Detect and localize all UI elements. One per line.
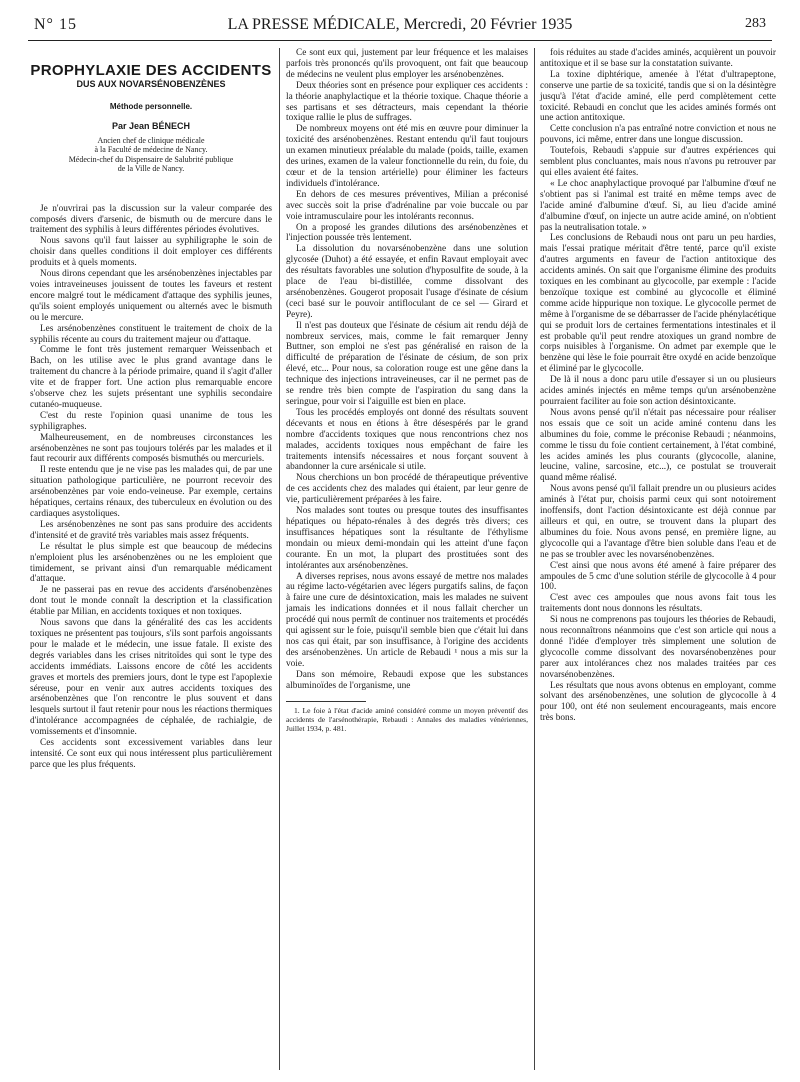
paragraph: Nos malades sont toutes ou presque toutes des insuffisantes hépatiques ou hépato-rénales à des degrés très divers; ces insuffisances hépatiques sont la résultante de l'éthylisme mondain ou mieux demi-mondain qui les atteint d'une façon courante. En un mot, la plupart des prostituées sont des intolérantes aux arsénobenzènes. [286,506,528,571]
paragraph: Ce sont eux qui, justement par leur fréquence et les malaises parfois très prononcés qu'ils provoquent, ont fait que beaucoup de médecins ne veulent plus employer les arsénobenzènes. [286,48,528,80]
affiliation-line: de la Ville de Nancy. [117,164,185,174]
author-byline: Par Jean BÉNECH [111,120,191,131]
paragraph: Je ne passerai pas en revue des accidents d'arsénobenzènes dont tout le monde connaît la description et la classification établie par Milian, en accidents toxiques et non toxiques. [30,585,272,618]
author-affiliation [30,136,272,174]
column-2-body [286,48,528,691]
paragraph: Les arsénobenzènes constituent le traitement de choix de la syphilis récente au cours du traitement majeur ou d'attaque. [30,323,272,345]
article-subtitle: DUS AUX NOVARSÉNOBENZÈNES [76,78,226,89]
paragraph: De là il nous a donc paru utile d'essayer si un ou plusieurs acides aminés injectés en même temps qu'un arsénobenzène pourraient faciliter au foie son action désintoxicante. [540,375,776,407]
article-title: PROPHYLAXIE DES ACCIDENTS [30,62,272,79]
paragraph: Nous dirons cependant que les arsénobenzènes injectables par voies intraveineuses jouissent de toutes les faveurs et restent encore malgré tout le médicament d'attaque des syphilis jeunes, qu'ils soient employés uniquement ou alternés avec le bismuth ou le mercure. [30,269,272,323]
paragraph: Comme le font très justement remarquer Weissenbach et Bach, on les utilise avec le plus grand avantage dans le traitement du chancre à la période primaire, quand il s'agit d'aller vite et de frapper fort. Une action plus remarquable encore s'observe chez les sujets présentant une syphilis secondaire cutanéo-muqueuse. [30,345,272,410]
paragraph: Nous savons qu'il faut laisser au syphiligraphe le soin de choisir dans quelles conditions il doit employer ces différents produits et à quels moments. [30,236,272,269]
paragraph: Tous les procédés employés ont donné des résultats souvent décevants et nous en étions à être désespérés par le grand nombre d'accidents toxiques que nous rencontrions chez nos malades, accidents toxiques nous empêchant de faire les traitements intensifs nécessaires et nous forçant souvent à abandonner la cure arsénicale si utile. [286,407,528,473]
paragraph: La dissolution du novarsénobenzène dans une solution glycosée (Duhot) a été essayée, et enfin Ravaut employait avec des résultats favorables une solution d'hyposulfite de soude, à la place de l'eau bi-distillée, comme dissolvant des arsénobenzènes. Gougerot proposait l'usage d'ésinate de césium (ceci basé sur le pouvoir antifloculant de ce sel — Girard et Peyre). [286,244,528,320]
affiliation-line: Ancien chef de clinique médicale [97,135,205,145]
paragraph: La toxine diphtérique, amenée à l'état d'ultrapeptone, conserve une partie de sa toxicité, tandis que si on la désintègre jusqu'à l'état d'acide aminé, elle perd complètement cette toxicité. Rebaudi en conclut que les acides aminés formés ont une action antitoxique. [540,69,776,124]
column-3-body [540,48,776,724]
paragraph: De nombreux moyens ont été mis en œuvre pour diminuer la toxicité des arsénobenzènes. Restant entendu qu'il faut toujours un examen minutieux préalable du malade (poids, taille, examen des urines, examen de la valeur fonctionnelle du rein, du foie, du cœur et de la tension artérielle) pour éliminer les facteurs individuels d'intolérance. [286,124,528,189]
paragraph: Il n'est pas douteux que l'ésinate de césium ait rendu déjà de nombreux services, mais, comme le fait remarquer Jenny Buttner, son emploi ne s'est pas généralisé en raison de la difficulté de préparation de l'ésinate de césium, de son prix élevé, etc... Pour nous, sa coloration rouge est une gêne dans la technique des injections intraveineuses, car il ne permet pas de se rendre très bien compte de l'aspiration du sang dans la seringue, pour voir si l'aiguille est bien en place. [286,320,528,407]
column-2 [286,48,528,733]
paragraph: Toutefois, Rebaudi s'appuie sur d'autres expériences qui semblent plus concluantes, mais nous n'avons pu retrouver par qui elles avaient été faites. [540,146,776,178]
paragraph: Malheureusement, en de nombreuses circonstances les arsénobenzènes ne sont pas toujours tolérés par les malades et il faut recourir aux différents composés bismuthés ou mercuriels. [30,432,272,465]
paragraph: Les arsénobenzènes ne sont pas sans produire des accidents d'intensité et de gravité très variables mais assez fréquents. [30,519,272,541]
issue-number: N° 15 [34,16,77,33]
journal-date: LA PRESSE MÉDICALE, Mercredi, 20 Février 1935 [227,16,573,33]
paragraph: Je n'ouvrirai pas la discussion sur la valeur comparée des composés divers d'arsenic, de bismuth ou de mercure dans le traitement des syphilis à leurs différentes périodes évolutives. [30,203,272,236]
paragraph: Les résultats que nous avons obtenus en employant, comme solvant des arsénobenzènes, une solution de glycocolle à 4 pour 100, ont été non seulement encourageants, mais encore très bons. [540,680,776,724]
paragraph: Nous cherchions un bon procédé de thérapeutique préventive de ces accidents chez des malades qui étaient, par leur genre de vie, particulièrement préparées à les faire. [286,473,528,506]
footnote-rule [286,701,366,702]
paragraph: Nous avons pensé qu'il n'était pas nécessaire pour réaliser nos essais que ce soit un acide aminé contenu dans les albumines du foie, comme le préconise Rebaudi ; néanmoins, comme le tissu du foie contient certainement, à l'état combiné, les acides aminés les plus courants (glycocolle, alanine, leucine, valine, sarcosine, etc...), ce postulat se trouverait quand même réalisé. [540,407,776,484]
paragraph: Les conclusions de Rebaudi nous ont paru un peu hardies, mais l'essai pratique méritait d'être tenté, parce qu'il existe d'autres arguments en faveur de l'action antitoxique des accidents aminés. On sait que l'organisme élimine des produits toxiques en les combinant au glycocolle, par exemple : l'acide benzoïque toxique est combiné au glycocolle et éliminé comme acide hippurique non toxique. Le glycocolle permet de même à l'organisme de se débarrasser de l'acide phénylacétique qui se produit lors de certaines fermentations intestinales et il est probable qu'il peut rendre atoxiques un grand nombre de corps nuisibles à l'organisme. On admet par exemple que le benzène qui lèse le foie pourrait être oxydé en acide benzoïque et éliminé par le glycocolle. [540,233,777,375]
paragraph: Nous avons pensé qu'il fallait prendre un ou plusieurs acides aminés à l'état pur, choisis parmi ceux qui sont notoirement inoffensifs, dont l'action désintoxicante est déjà connue par ailleurs et qui, en outre, se trouvent dans la plupart des albumines du foie. Nous avons pensé, en première ligne, au glycocolle qui a l'avantage d'être bien soluble dans l'eau et de ne pas se troubler avec les novarsénobenzènes. [540,484,776,560]
paragraph: Si nous ne comprenons pas toujours les théories de Rebaudi, nous reconnaîtrons néanmoins que c'est son article qui nous a donné l'idée d'employer très simplement une solution de glycocolle comme dissolvant des novarsénobenzènes pour parer aux intolérances chez nos malades traitées par ces novarsénobenzènes. [540,615,776,680]
paragraph: En dehors de ces mesures préventives, Milian a préconisé avec succès soit la prise d'adrénaline par voie buccale ou par voie intramusculaire pour les intolérants reconnus. [286,189,528,222]
paragraph: fois réduites au stade d'acides aminés, acquièrent un pouvoir antitoxique et il se base sur la constatation suivante. [540,48,776,69]
column-1 [30,48,272,771]
column-1-body [30,204,272,771]
paragraph: Nous savons que dans la généralité des cas les accidents toxiques ne présentent pas toujours, s'ils sont parfois angoissants pour le malade et le médecin, une issue fatale. Il existe des degrés variables dans les crises nitritoïdes qui sont le type des accidents immédiats. Laissons encore de côté les accidents graves et mortels des premiers jours, dont le type est l'apoplexie séreuse, pour en venir aux autres accidents toxiques des arsénobenzènes que l'on rencontre le plus souvent et dans lesquels surtout il faut retenir pour nous les réactions thermiques d'intolérance accompagnées de céphalée, de rachialgie, de vomissements et d'insomnie. [30,618,272,738]
paragraph: Dans son mémoire, Rebaudi expose que les substances albuminoïdes de l'organisme, une [286,669,528,691]
affiliation-line: Médecin-chef du Dispensaire de Salubrité publique [68,154,234,164]
method-label: Méthode personnelle. [109,101,193,111]
column-divider [534,48,535,1070]
paragraph: « Le choc anaphylactique provoqué par l'albumine d'œuf ne s'obtient pas si l'animal est traité en même temps avec de l'acide aminé d'albumine d'œuf. Si, au lieu d'acide aminé d'albumine d'œuf, on injecte un autre acide aminé, on n'obtient pas la neutralisation totale. » [540,178,776,233]
running-header [28,10,772,41]
paragraph: C'est ainsi que nous avons été amené à faire préparer des ampoules de 5 cmc d'une solution stérile de glycocolle à 4 pour 100. [540,560,776,593]
paragraph: C'est avec ces ampoules que nous avons fait tous les traitements dont nous donnons les résultats. [540,593,776,615]
page-number: 283 [745,16,766,31]
paragraph: A diverses reprises, nous avons essayé de mettre nos malades au régime lacto-végétarien avec légers purgatifs salins, de façon à faire une cure de désintoxication, mais les malades ne suivent jamais les indications données et il nous fallait chercher un procédé qui nous permît de continuer nos traitements et procédés qui agissent sur le foie, puisqu'il semble bien que c'était lui dans nos cas qui était, par son insuffisance, à l'origine des accidents des arsénobenzènes. Un article de Rebaudi ¹ nous a mis sur la voie. [286,571,528,669]
paragraph: Deux théories sont en présence pour expliquer ces accidents : la théorie anaphylactique et la théorie toxique. Chaque théorie a ses partisans et ses détracteurs, mais cependant la théorie toxique rallie le plus de suffrages. [286,80,528,124]
paragraph: Ces accidents sont excessivement variables dans leur intensité. Ce sont eux qui nous intéressent plus particulièrement parce que les plus fréquents. [30,738,272,770]
paragraph: Le résultat le plus simple est que beaucoup de médecins n'emploient plus les arsénobenzènes ou ne les emploient que timidement, se privant ainsi d'un remarquable médicament d'attaque. [30,541,272,585]
paragraph: Cette conclusion n'a pas entraîné notre conviction et nous ne pouvons, ici même, entrer dans une longue discussion. [540,124,776,146]
paragraph: On a proposé les grandes dilutions des arsénobenzènes et l'injection poussée très lentement. [286,222,528,244]
paragraph: C'est du reste l'opinion quasi unanime de tous les syphiligraphes. [30,410,272,432]
column-3 [540,48,776,724]
affiliation-line: à la Faculté de médecine de Nancy. [94,145,208,155]
column-divider [279,48,280,1070]
paragraph: Il reste entendu que je ne vise pas les malades qui, de par une situation pathologique particulière, ne pourront recevoir des arsénobenzènes par voie endo-veineuse. Par exemple, certains hépatiques, certains rénaux, des tuberculeux en évolution ou des cardiaques asystoliques. [30,465,272,519]
footnote: 1. Le foie à l'état d'acide aminé considéré comme un moyen préventif des accidents de l'arsénothérapie, Rebaudi : Annales des maladies vénériennes, Juillet 1934, p. 481. [286,706,528,734]
